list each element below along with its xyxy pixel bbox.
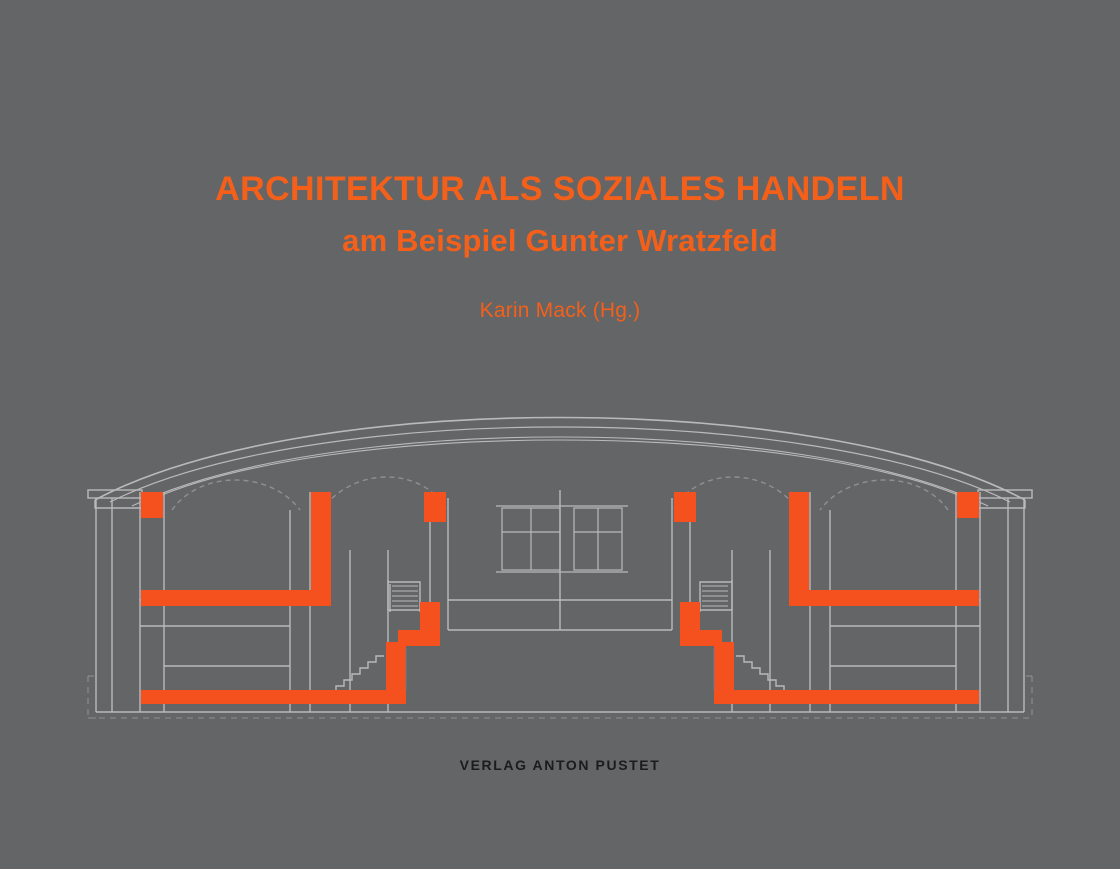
title-block xyxy=(0,168,1120,323)
highlight-left-slab xyxy=(141,590,331,606)
highlight-right-wall-upper xyxy=(789,492,809,590)
stair-detail-overlay xyxy=(406,648,714,690)
page-title: ARCHITEKTUR ALS SOZIALES HANDELN xyxy=(215,170,905,208)
highlight-right-base-slab xyxy=(714,690,979,704)
illustration-container xyxy=(0,380,1120,740)
building-section-drawing xyxy=(0,380,1120,740)
page-subtitle: am Beispiel Gunter Wratzfeld xyxy=(342,222,778,258)
highlight-left-column-top xyxy=(141,492,163,518)
center-window-group xyxy=(496,506,628,572)
highlight-left-wall-upper xyxy=(311,492,331,590)
highlight-left-column-lower xyxy=(386,642,406,698)
stair-right-lower xyxy=(736,656,790,692)
highlight-left-base-slab xyxy=(141,690,406,704)
stair-left-treads xyxy=(392,586,418,606)
roof-outer-arc xyxy=(95,418,1025,501)
highlight-right-column-lower xyxy=(714,642,734,698)
highlight-left-column-top-b xyxy=(424,492,446,522)
highlight-right-slab xyxy=(789,590,979,606)
editor-credit: Karin Mack (Hg.) xyxy=(479,298,641,322)
stair-right-treads xyxy=(702,586,728,606)
highlight-right-column-top xyxy=(957,492,979,518)
publisher-name: VERLAG ANTON PUSTET xyxy=(459,757,661,773)
stair-left-lower xyxy=(330,656,384,692)
highlight-right-column-top-b xyxy=(674,492,696,522)
